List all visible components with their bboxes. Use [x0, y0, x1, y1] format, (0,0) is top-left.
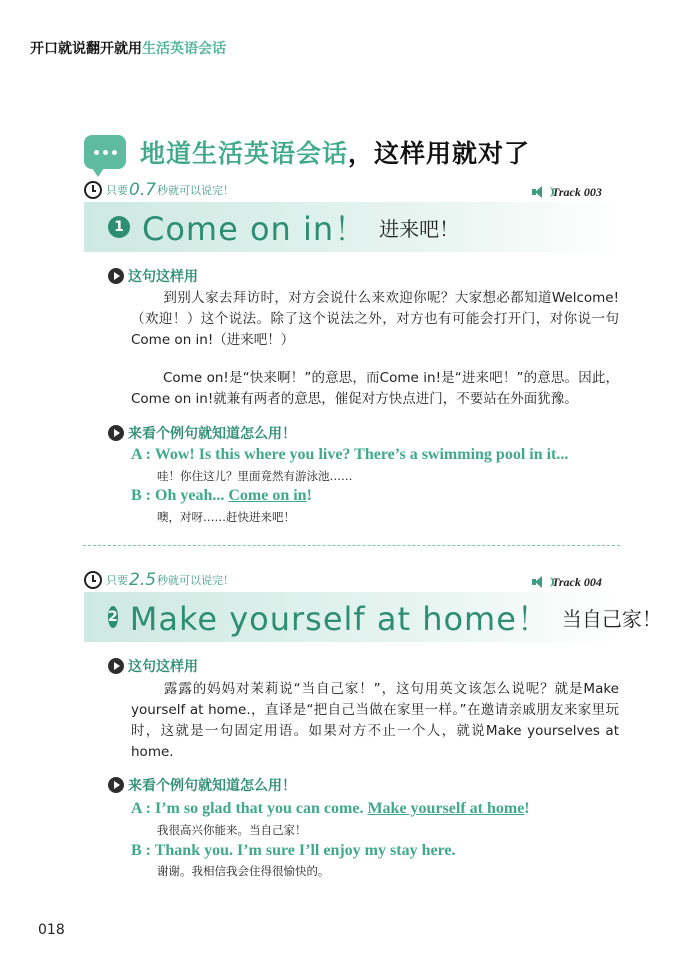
timer-pre: 只要: [106, 574, 128, 587]
timer-number: 0.7: [129, 180, 157, 200]
highlighted-phrase: Come on in: [228, 487, 307, 504]
audio-track-2[interactable]: [532, 573, 602, 591]
example-translation: 噢，对呀……赶快进来吧！: [157, 510, 295, 524]
phrase-english: Make yourself at home！: [129, 600, 550, 638]
play-icon: [108, 425, 124, 441]
usage-paragraph: 到别人家去拜访时，对方会说什么来欢迎你呢？大家想必都知道Welcome!（欢迎！）这个说法。除了这个说法之外，对方也有可能会打开门，对你说一句Come on in!（进来吧！）: [131, 290, 619, 348]
speech-bubble-icon: [84, 135, 126, 169]
title-part2: ，这样用就对了: [348, 139, 531, 168]
track-label: Track 003: [552, 184, 602, 199]
example-line: B : Thank you. I’m sure I’ll enjoy my stay here.: [131, 842, 456, 859]
example-heading-1: [108, 423, 296, 443]
track-label: Track 004: [552, 574, 602, 589]
example-translation: 我很高兴你能来。当自己家！: [157, 823, 307, 837]
section-title: [84, 130, 530, 174]
section-title-text: [140, 134, 530, 170]
usage-heading-2: [108, 656, 198, 676]
timer-number: 2.5: [129, 570, 157, 590]
phrase-english: Come on in！: [142, 210, 368, 248]
book-title-black: 开口就说翻开就用: [30, 41, 142, 57]
highlighted-phrase: Make yourself at home: [367, 800, 525, 817]
timer-note-1: [84, 180, 234, 200]
example-line: B : Oh yeah... Come on in!: [131, 487, 312, 504]
title-part1: 地道生活英语会话: [140, 139, 349, 168]
timer-post: 秒就可以说完！: [157, 184, 235, 197]
example-translation: 哇！你住这儿？里面竟然有游泳池……: [157, 469, 353, 483]
speaker-icon: [532, 186, 542, 198]
audio-track-1[interactable]: [532, 183, 602, 201]
book-title-green: 生活英语会话: [142, 41, 226, 57]
section-divider: [83, 545, 620, 546]
play-icon: [108, 268, 124, 284]
phrase-number-badge: 2: [108, 606, 118, 628]
play-icon: [108, 777, 124, 793]
usage-heading-text: 这句这样用: [128, 659, 198, 675]
example-heading-2: [108, 775, 296, 795]
example-line: A : I’m so glad that you can come. Make yourself at home!: [131, 800, 530, 817]
page-number: 018: [38, 922, 65, 938]
play-icon: [108, 658, 124, 674]
timer-post: 秒就可以说完！: [157, 574, 235, 587]
clock-icon: [84, 571, 102, 589]
timer-note-2: [84, 570, 234, 590]
phrase-number-badge: 1: [108, 216, 130, 238]
usage-paragraph: 露露的妈妈对茉莉说“当自己家！”，这句用英文该怎么说呢？就是Make yourself at home.，直译是“把自己当做在家里一样。”在邀请亲戚朋友来家里玩时，这就是一句固定用语。如果对方不止一个人，就说Make yourselves at home.: [131, 681, 619, 760]
usage-heading-1: [108, 266, 198, 286]
running-header: [30, 38, 226, 58]
example-heading-text: 来看个例句就知道怎么用！: [128, 778, 296, 794]
usage-paragraph: Come on!是“快来啊！”的意思，而Come in!是“进来吧！”的意思。因此，Come on in!就兼有两者的意思，催促对方快点进门，不要站在外面犹豫。: [131, 370, 619, 407]
example-heading-text: 来看个例句就知道怎么用！: [128, 426, 296, 442]
usage-heading-text: 这句这样用: [128, 269, 198, 285]
timer-pre: 只要: [106, 184, 128, 197]
phrase-chinese: 进来吧！: [379, 216, 460, 241]
speaker-icon: [532, 576, 542, 588]
phrase-band-2: [84, 592, 662, 642]
example-translation: 谢谢。我相信我会住得很愉快的。: [157, 864, 330, 878]
phrase-chinese: 当自己家！: [561, 606, 662, 631]
phrase-band-1: [84, 202, 620, 252]
clock-icon: [84, 181, 102, 199]
example-line: A : Wow! Is this where you live? There’s a swimming pool in it...: [131, 446, 569, 463]
